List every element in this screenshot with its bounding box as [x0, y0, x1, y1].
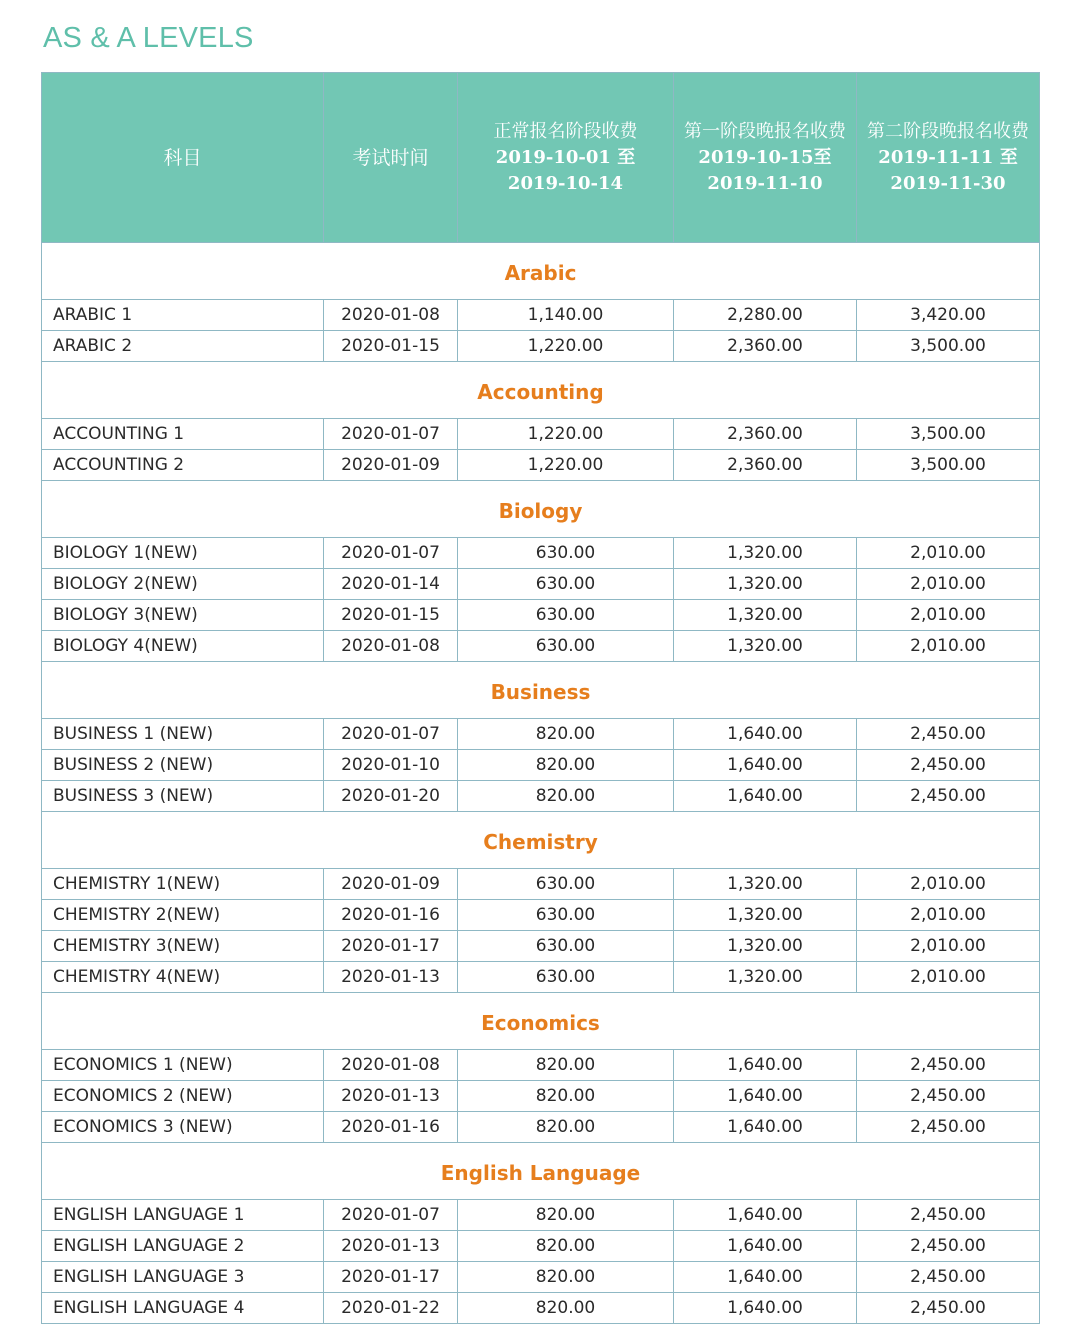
header-subject: 科目	[42, 73, 324, 243]
late1-fee-cell: 1,640.00	[674, 1081, 857, 1112]
subject-cell: CHEMISTRY 1(NEW)	[42, 869, 324, 900]
header-late1-label: 第一阶段晚报名收费	[684, 120, 846, 142]
header-late2-from: 2019-11-11 至	[878, 146, 1018, 168]
normal-fee-cell: 630.00	[458, 538, 674, 569]
header-normal-to: 2019-10-14	[507, 172, 624, 194]
section-title: Economics	[42, 993, 1040, 1050]
late1-fee-cell: 1,640.00	[674, 1050, 857, 1081]
section-row	[42, 993, 1040, 1050]
exam-date-cell: 2020-01-08	[324, 1050, 458, 1081]
header-late2-fee	[857, 73, 1040, 243]
late2-fee-cell: 2,450.00	[857, 1293, 1040, 1324]
late1-fee-cell: 1,640.00	[674, 1200, 857, 1231]
normal-fee-cell: 820.00	[458, 1050, 674, 1081]
section-row	[42, 481, 1040, 538]
subject-cell: BIOLOGY 1(NEW)	[42, 538, 324, 569]
table-row	[42, 1293, 1040, 1324]
table-row	[42, 1231, 1040, 1262]
section-row	[42, 662, 1040, 719]
late1-fee-cell: 2,360.00	[674, 419, 857, 450]
late1-fee-cell: 1,640.00	[674, 1262, 857, 1293]
subject-cell: ECONOMICS 3 (NEW)	[42, 1112, 324, 1143]
table-row	[42, 569, 1040, 600]
section-row	[42, 812, 1040, 869]
header-normal-from: 2019-10-01 至	[495, 146, 636, 168]
table-row	[42, 931, 1040, 962]
exam-date-cell: 2020-01-16	[324, 1112, 458, 1143]
header-late1-from: 2019-10-15至	[698, 146, 832, 168]
subject-cell: ARABIC 1	[42, 300, 324, 331]
section-row	[42, 362, 1040, 419]
late2-fee-cell: 2,450.00	[857, 750, 1040, 781]
late1-fee-cell: 1,320.00	[674, 869, 857, 900]
exam-date-cell: 2020-01-13	[324, 962, 458, 993]
late2-fee-cell: 3,500.00	[857, 450, 1040, 481]
normal-fee-cell: 820.00	[458, 1081, 674, 1112]
header-late2-to: 2019-11-30	[890, 172, 1006, 194]
normal-fee-cell: 820.00	[458, 750, 674, 781]
table-row	[42, 1262, 1040, 1293]
late1-fee-cell: 1,640.00	[674, 750, 857, 781]
table-row	[42, 1112, 1040, 1143]
late2-fee-cell: 2,450.00	[857, 719, 1040, 750]
normal-fee-cell: 820.00	[458, 1293, 674, 1324]
subject-cell: CHEMISTRY 2(NEW)	[42, 900, 324, 931]
late2-fee-cell: 2,010.00	[857, 900, 1040, 931]
late2-fee-cell: 2,450.00	[857, 1231, 1040, 1262]
exam-date-cell: 2020-01-17	[324, 1262, 458, 1293]
normal-fee-cell: 630.00	[458, 600, 674, 631]
exam-date-cell: 2020-01-15	[324, 331, 458, 362]
late1-fee-cell: 2,280.00	[674, 300, 857, 331]
late2-fee-cell: 3,500.00	[857, 331, 1040, 362]
late1-fee-cell: 1,320.00	[674, 931, 857, 962]
exam-date-cell: 2020-01-09	[324, 450, 458, 481]
table-row	[42, 869, 1040, 900]
table-row	[42, 781, 1040, 812]
normal-fee-cell: 820.00	[458, 1231, 674, 1262]
table-row	[42, 300, 1040, 331]
exam-date-cell: 2020-01-14	[324, 569, 458, 600]
table-row	[42, 600, 1040, 631]
normal-fee-cell: 1,140.00	[458, 300, 674, 331]
normal-fee-cell: 820.00	[458, 1112, 674, 1143]
subject-cell: ECONOMICS 1 (NEW)	[42, 1050, 324, 1081]
late2-fee-cell: 2,010.00	[857, 569, 1040, 600]
late1-fee-cell: 1,320.00	[674, 538, 857, 569]
subject-cell: BUSINESS 1 (NEW)	[42, 719, 324, 750]
exam-date-cell: 2020-01-08	[324, 631, 458, 662]
header-late1-fee	[674, 73, 857, 243]
normal-fee-cell: 820.00	[458, 1262, 674, 1293]
exam-date-cell: 2020-01-07	[324, 719, 458, 750]
normal-fee-cell: 630.00	[458, 631, 674, 662]
exam-date-cell: 2020-01-07	[324, 419, 458, 450]
subject-cell: BUSINESS 3 (NEW)	[42, 781, 324, 812]
normal-fee-cell: 630.00	[458, 931, 674, 962]
fee-table	[41, 72, 1040, 1324]
late2-fee-cell: 2,010.00	[857, 931, 1040, 962]
table-row	[42, 962, 1040, 993]
subject-cell: ENGLISH LANGUAGE 1	[42, 1200, 324, 1231]
late2-fee-cell: 2,010.00	[857, 962, 1040, 993]
late1-fee-cell: 1,640.00	[674, 1293, 857, 1324]
late1-fee-cell: 1,640.00	[674, 781, 857, 812]
section-row	[42, 1143, 1040, 1200]
subject-cell: ECONOMICS 2 (NEW)	[42, 1081, 324, 1112]
section-title: Arabic	[42, 243, 1040, 300]
normal-fee-cell: 820.00	[458, 781, 674, 812]
subject-cell: BIOLOGY 3(NEW)	[42, 600, 324, 631]
exam-date-cell: 2020-01-07	[324, 538, 458, 569]
exam-date-cell: 2020-01-13	[324, 1231, 458, 1262]
subject-cell: ARABIC 2	[42, 331, 324, 362]
normal-fee-cell: 630.00	[458, 962, 674, 993]
late1-fee-cell: 1,640.00	[674, 1112, 857, 1143]
late2-fee-cell: 2,450.00	[857, 1112, 1040, 1143]
exam-date-cell: 2020-01-15	[324, 600, 458, 631]
late1-fee-cell: 2,360.00	[674, 450, 857, 481]
late1-fee-cell: 1,640.00	[674, 719, 857, 750]
header-normal-label: 正常报名阶段收费	[493, 120, 638, 142]
late2-fee-cell: 2,010.00	[857, 538, 1040, 569]
normal-fee-cell: 630.00	[458, 900, 674, 931]
header-exam-date: 考试时间	[324, 73, 458, 243]
table-row	[42, 538, 1040, 569]
late2-fee-cell: 2,010.00	[857, 631, 1040, 662]
header-late1-to: 2019-11-10	[707, 172, 823, 194]
late1-fee-cell: 1,320.00	[674, 631, 857, 662]
section-title: Business	[42, 662, 1040, 719]
late2-fee-cell: 3,420.00	[857, 300, 1040, 331]
late1-fee-cell: 1,640.00	[674, 1231, 857, 1262]
exam-date-cell: 2020-01-13	[324, 1081, 458, 1112]
normal-fee-cell: 820.00	[458, 719, 674, 750]
late2-fee-cell: 3,500.00	[857, 419, 1040, 450]
normal-fee-cell: 1,220.00	[458, 331, 674, 362]
exam-date-cell: 2020-01-17	[324, 931, 458, 962]
exam-date-cell: 2020-01-10	[324, 750, 458, 781]
table-row	[42, 1081, 1040, 1112]
subject-cell: ENGLISH LANGUAGE 2	[42, 1231, 324, 1262]
subject-cell: BIOLOGY 2(NEW)	[42, 569, 324, 600]
late2-fee-cell: 2,010.00	[857, 869, 1040, 900]
header-late2-label: 第二阶段晚报名收费	[867, 120, 1029, 142]
section-title: English Language	[42, 1143, 1040, 1200]
late2-fee-cell: 2,450.00	[857, 1200, 1040, 1231]
subject-cell: ACCOUNTING 2	[42, 450, 324, 481]
table-row	[42, 1050, 1040, 1081]
table-row	[42, 719, 1040, 750]
subject-cell: ENGLISH LANGUAGE 3	[42, 1262, 324, 1293]
subject-cell: ACCOUNTING 1	[42, 419, 324, 450]
subject-cell: CHEMISTRY 4(NEW)	[42, 962, 324, 993]
exam-date-cell: 2020-01-09	[324, 869, 458, 900]
header-row	[42, 73, 1040, 243]
normal-fee-cell: 1,220.00	[458, 419, 674, 450]
late2-fee-cell: 2,450.00	[857, 1050, 1040, 1081]
late1-fee-cell: 1,320.00	[674, 900, 857, 931]
subject-cell: CHEMISTRY 3(NEW)	[42, 931, 324, 962]
table-row	[42, 419, 1040, 450]
late2-fee-cell: 2,450.00	[857, 1081, 1040, 1112]
table-row	[42, 900, 1040, 931]
subject-cell: BIOLOGY 4(NEW)	[42, 631, 324, 662]
normal-fee-cell: 630.00	[458, 569, 674, 600]
subject-cell: ENGLISH LANGUAGE 4	[42, 1293, 324, 1324]
normal-fee-cell: 630.00	[458, 869, 674, 900]
late1-fee-cell: 1,320.00	[674, 600, 857, 631]
section-title: Biology	[42, 481, 1040, 538]
header-normal-fee	[458, 73, 674, 243]
late1-fee-cell: 1,320.00	[674, 569, 857, 600]
subject-cell: BUSINESS 2 (NEW)	[42, 750, 324, 781]
normal-fee-cell: 1,220.00	[458, 450, 674, 481]
table-row	[42, 450, 1040, 481]
table-row	[42, 1200, 1040, 1231]
exam-date-cell: 2020-01-07	[324, 1200, 458, 1231]
section-title: Chemistry	[42, 812, 1040, 869]
exam-date-cell: 2020-01-20	[324, 781, 458, 812]
late2-fee-cell: 2,010.00	[857, 600, 1040, 631]
late2-fee-cell: 2,450.00	[857, 1262, 1040, 1293]
exam-date-cell: 2020-01-22	[324, 1293, 458, 1324]
late2-fee-cell: 2,450.00	[857, 781, 1040, 812]
table-row	[42, 331, 1040, 362]
exam-date-cell: 2020-01-08	[324, 300, 458, 331]
late1-fee-cell: 2,360.00	[674, 331, 857, 362]
fee-table-body	[42, 243, 1040, 1324]
table-row	[42, 750, 1040, 781]
page-title: AS & A LEVELS	[43, 22, 254, 54]
section-title: Accounting	[42, 362, 1040, 419]
normal-fee-cell: 820.00	[458, 1200, 674, 1231]
late1-fee-cell: 1,320.00	[674, 962, 857, 993]
exam-date-cell: 2020-01-16	[324, 900, 458, 931]
table-row	[42, 631, 1040, 662]
section-row	[42, 243, 1040, 300]
